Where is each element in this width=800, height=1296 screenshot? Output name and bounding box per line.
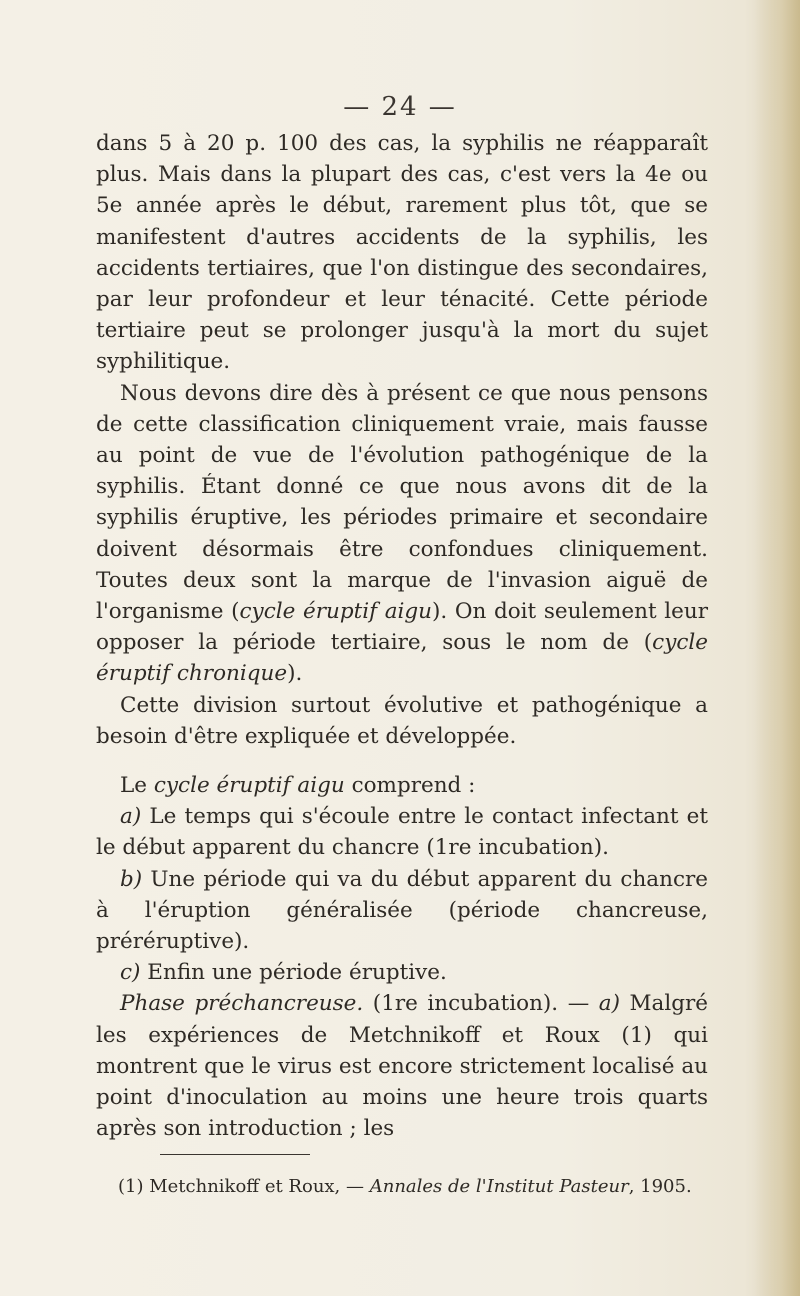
list-item-c <box>96 957 708 988</box>
list-item-a-label: a) <box>120 804 142 830</box>
list-item-c-text: Enfin une période éruptive. <box>140 960 447 986</box>
paragraph-5-text: (1re incubation). — <box>363 991 599 1017</box>
heading-phase-prechancreuse: Phase préchancreuse. <box>120 991 364 1017</box>
paragraph-4 <box>96 770 708 801</box>
term-cycle-eruptif-chronique: cycle éruptif chronique <box>96 630 708 687</box>
footnote-authors: Metchnikoff et Roux, — <box>143 1176 370 1197</box>
paragraph-5 <box>96 988 708 1144</box>
paragraph-4-end: comprend : <box>344 773 476 799</box>
footnote-year: , 1905. <box>628 1176 692 1197</box>
paragraph-2-text-cont: ). On doit seulement leur opposer la période tertiaire, sous le nom de ( <box>96 599 709 656</box>
page-number: — 24 — <box>343 92 457 122</box>
paragraph-5-text-cont: Malgré les expériences de Metchnikoff et Roux (1) qui montrent que le virus est encore strictement localisé au point d'inoculation au moins une heure trois quarts après son introduction ; les <box>96 991 708 1142</box>
paragraph-1: dans 5 à 20 p. 100 des cas, la syphilis ne réapparaît plus. Mais dans la plupart des cas, c'est vers la 4e ou 5e année après le début, rarement plus tôt, que se manifestent d'autres accidents de la syphilis, les accidents tertiaires, que l'on distingue des secondaires, par leur profondeur et leur ténacité. Cette période tertiaire peut se prolonger jusqu'à la mort du sujet syphilitique. <box>96 131 708 375</box>
term-cycle-eruptif-aigu: cycle éruptif aigu <box>239 599 432 625</box>
footnote-journal: Annales de l'Institut Pasteur <box>369 1176 629 1197</box>
paragraph-3: Cette division surtout évolutive et pathogénique a besoin d'être expliquée et développée. <box>96 692 708 749</box>
list-item-a <box>96 801 708 863</box>
list-item-a-text: Le temps qui s'écoule entre le contact infectant et le début apparent du chancre (1re incubation). <box>96 804 708 861</box>
list-item-c-label: c) <box>120 960 141 986</box>
footnote-rule <box>160 1154 310 1155</box>
paragraph-5-item-label: a) <box>598 991 620 1017</box>
paragraph-2-text: Nous devons dire dès à présent ce que nous pensons de cette classification cliniquement vraie, mais fausse au point de vue de l'évolution pathogénique de la syphilis. Étant donné ce que nous avons dit de la syphilis éruptive, les périodes primaire et secondaire doivent désormais être confondues cliniquement. Toutes deux sont la marque de l'invasion aiguë de l'organisme ( <box>96 380 708 625</box>
term-cycle-eruptif-aigu-2: cycle éruptif aigu <box>153 773 345 799</box>
body-text <box>96 128 708 1145</box>
paragraph-2-end: ). <box>287 661 303 687</box>
footnote-marker: (1) <box>118 1176 144 1197</box>
paragraph-2 <box>96 378 708 690</box>
list-item-b-text: Une période qui va du début apparent du chancre à l'éruption généralisée (période chancreuse, préréruptive). <box>96 866 708 955</box>
list-item-b <box>96 864 708 958</box>
paragraph-4-text: Le <box>120 773 154 799</box>
footnote <box>118 1174 718 1200</box>
list-item-b-label: b) <box>120 866 143 892</box>
page-edge-stain <box>754 0 800 1296</box>
